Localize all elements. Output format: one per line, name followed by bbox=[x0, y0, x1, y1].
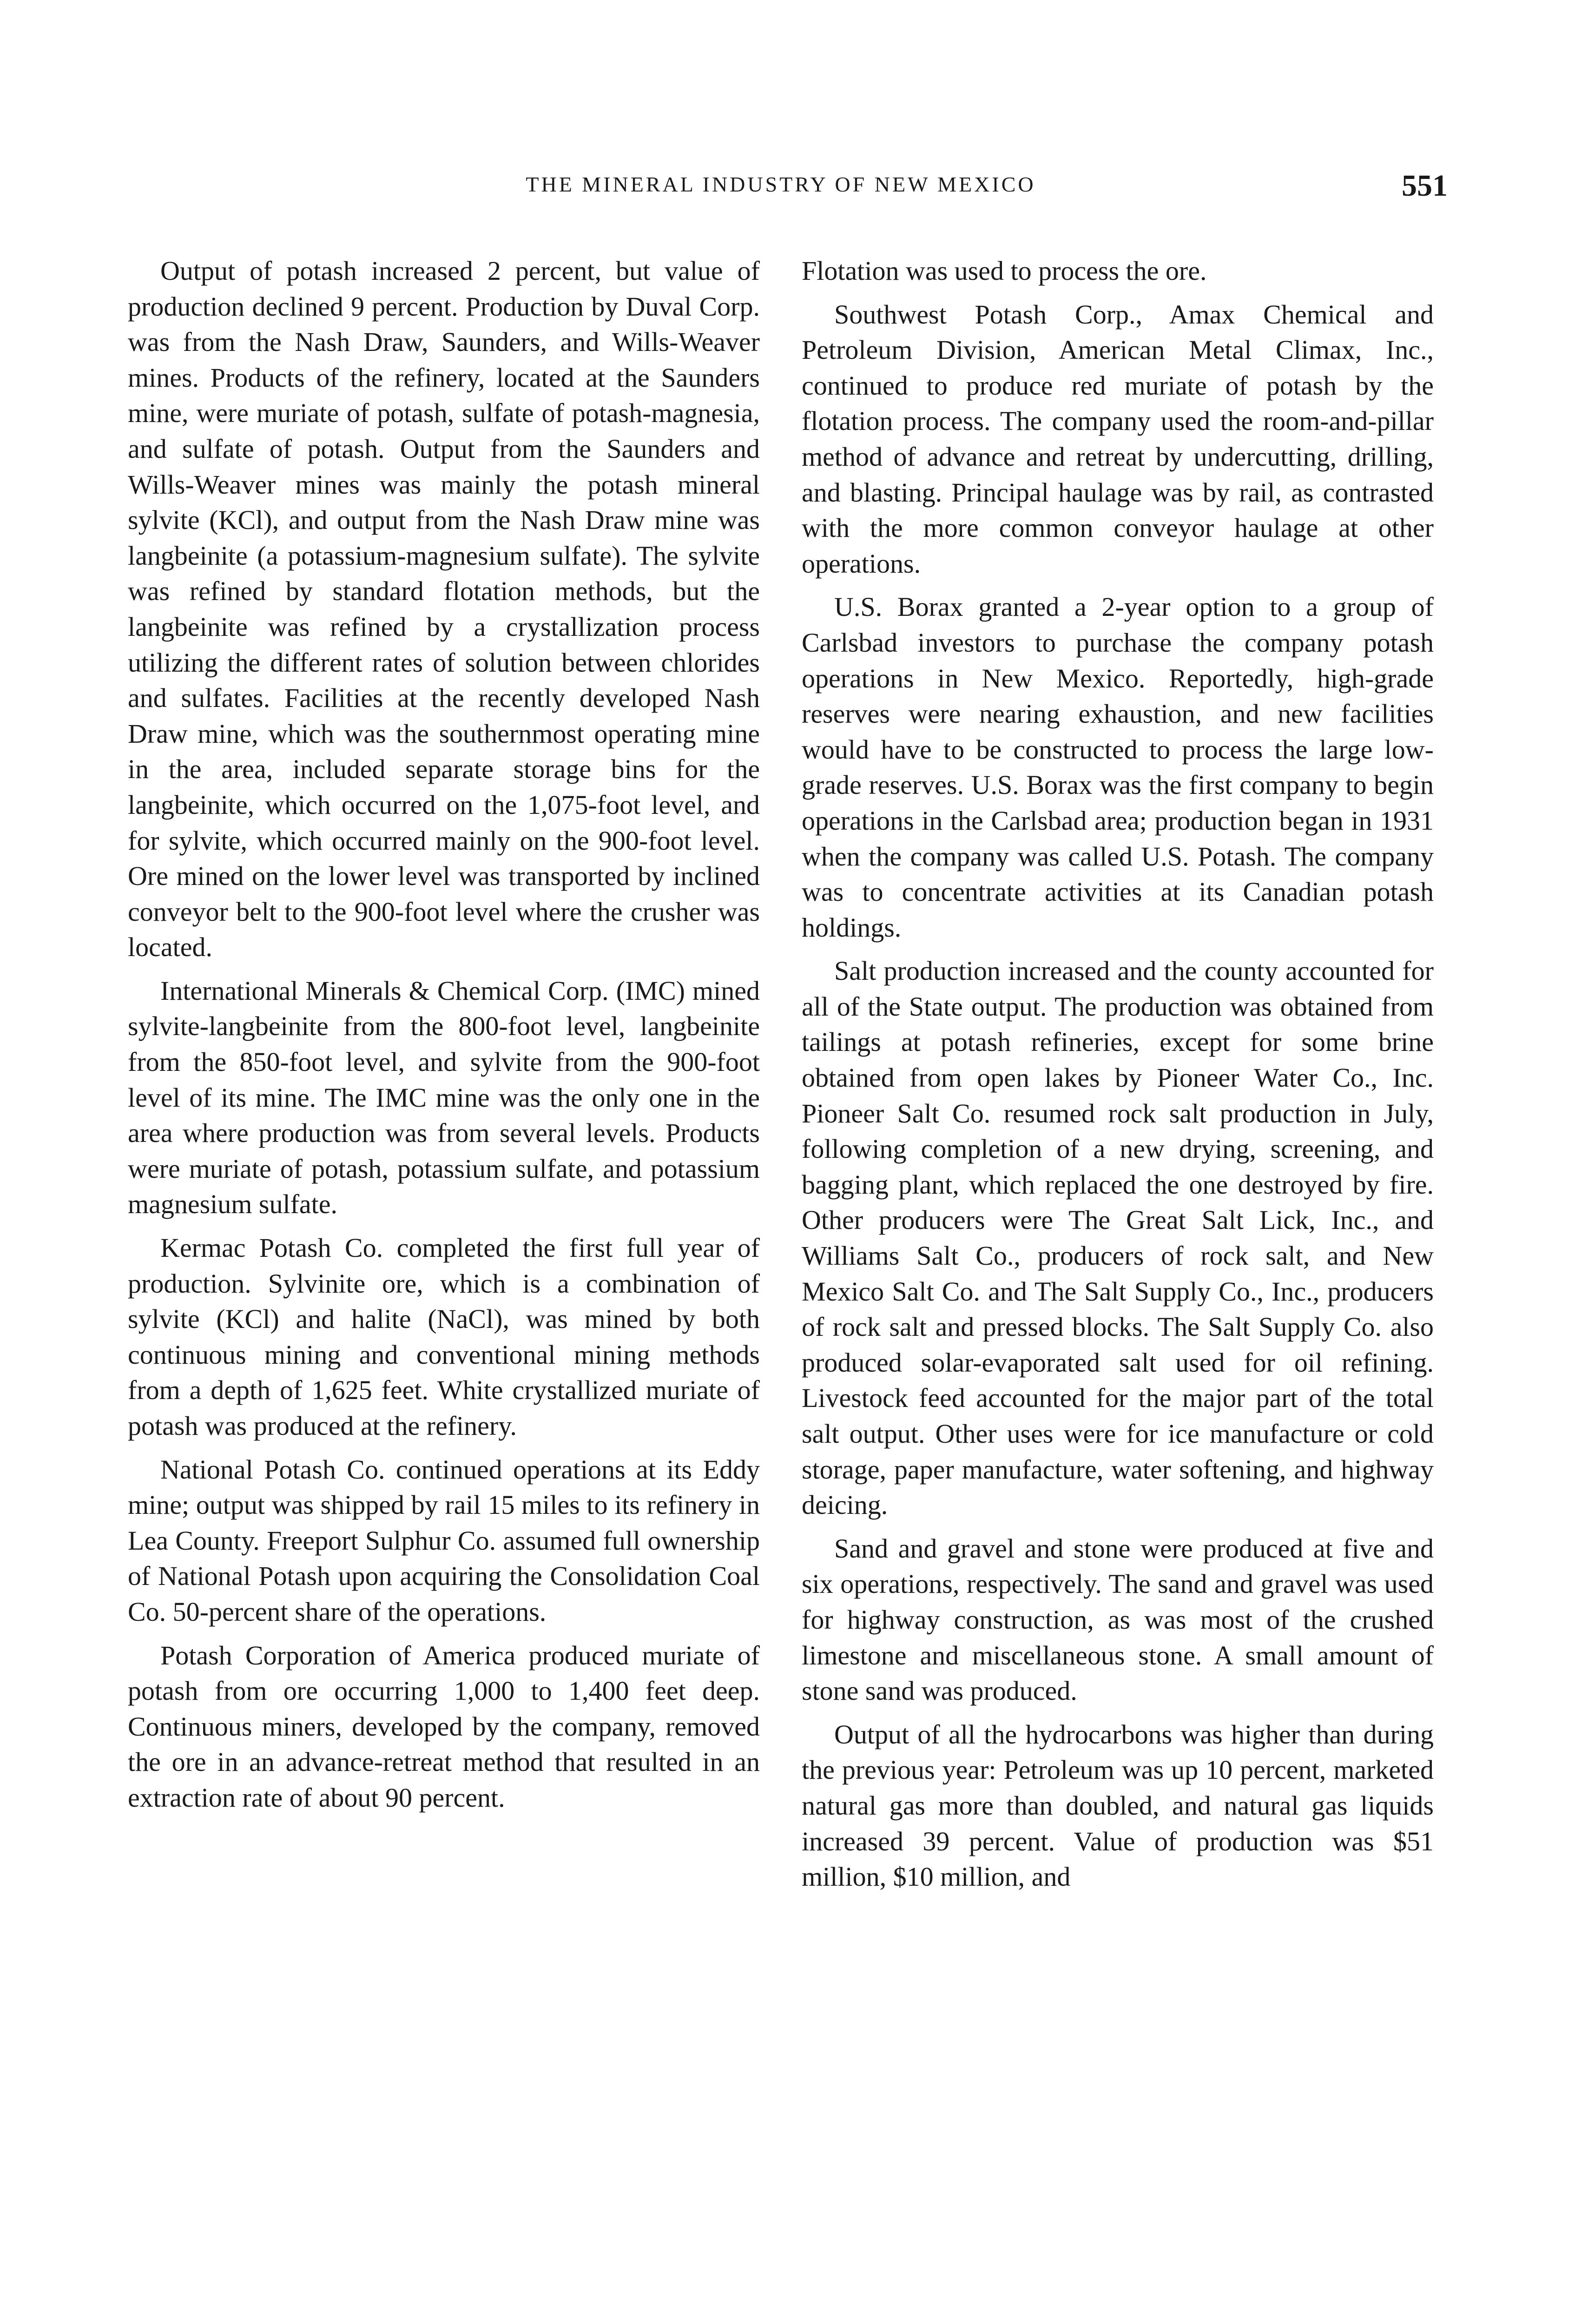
paragraph-hydrocarbons: Output of all the hydrocarbons was higher than during the previous year: Petroleum was up 10 percent, marketed natural gas more than doubled, and natural gas liquids increased 39 percent. Value of production was $51 million, $10 million, and bbox=[802, 1719, 1434, 1892]
running-head: THE MINERAL INDUSTRY OF NEW MEXICO bbox=[526, 172, 1036, 196]
page-number: 551 bbox=[1402, 169, 1448, 203]
paragraph-potash-output: Output of potash increased 2 percent, but value of production declined 9 percent. Production by Duval Corp. was from the Nash Draw, Saunders, and Wills-Weaver mines. Products of the refinery, located at the Saunders mine, were muriate of potash, sulfate of potash-magnesia, and sulfate of potash. Output from the Saunders and Wills-Weaver mines was mainly the potash mineral sylvite (KCl), and output from the Nash Draw mine was langbeinite (a potassium-magnesium sulfate). The sylvite was refined by standard flotation methods, but the langbeinite was refined by a crystallization process utilizing the different rates of solution between chlorides and sulfates. Facilities at the recently developed Nash Draw mine, which was the southernmost operating mine in the area, included separate storage bins for the langbeinite, which occurred on the 1,075-foot level, and for sylvite, which occurred mainly on the 900-foot level. Ore mined on the lower level was transported by inclined conveyor belt to the 900-foot level where the crusher was located. bbox=[128, 256, 760, 963]
paragraph-national-potash: National Potash Co. continued operations at its Eddy mine; output was shipped by rail 15 miles to its refinery in Lea County. Freeport Sulphur Co. assumed full ownership of National Potash upon acquiring the Consolidation Coal Co. 50-percent share of the operations. bbox=[128, 1454, 760, 1627]
paragraph-southwest-potash: Southwest Potash Corp., Amax Chemical and Petroleum Division, American Metal Climax, Inc., continued to produce red muriate of potash by the flotation process. The company used the room-and-pillar method of advance and retreat by undercutting, drilling, and blasting. Principal haulage was by rail, as contrasted with the more common conveyor haulage at other operations. bbox=[802, 299, 1434, 579]
paragraph-imc: International Minerals & Chemical Corp. (IMC) mined sylvite-langbeinite from the 800-foot level, langbeinite from the 850-foot level, and sylvite from the 900-foot level of its mine. The IMC mine was the only one in the area where production was from several levels. Products were muriate of potash, potassium sulfate, and potassium magnesium sulfate. bbox=[128, 975, 760, 1220]
paragraph-kermac: Kermac Potash Co. completed the first full year of production. Sylvinite ore, which is a combination of sylvite (KCl) and halite (NaCl), was mined by both continuous mining and conventional mining methods from a depth of 1,625 feet. White crystallized muriate of potash was produced at the refinery. bbox=[128, 1233, 760, 1441]
paragraph-us-borax: U.S. Borax granted a 2-year option to a group of Carlsbad investors to purchase the company potash operations in New Mexico. Reportedly, high-grade reserves were nearing exhaustion, and new facilities would have to be constructed to process the large low-grade reserves. U.S. Borax was the first company to begin operations in the Carlsbad area; production began in 1931 when the company was called U.S. Potash. The company was to concentrate activities at its Canadian potash holdings. bbox=[802, 592, 1434, 943]
paragraph-sand-gravel-stone: Sand and gravel and stone were produced at five and six operations, respectively. The sand and gravel was used for highway construction, as was most of the crushed limestone and miscellaneous stone. A small amount of stone sand was produced. bbox=[802, 1533, 1434, 1706]
left-column bbox=[128, 253, 760, 1824]
paragraph-potash-corp-america: Potash Corporation of America produced muriate of potash from ore occurring 1,000 to 1,400 feet deep. Continuous miners, developed by the company, removed the ore in an advance-retreat method that resulted in an extraction rate of about 90 percent. bbox=[128, 1640, 760, 1813]
paragraph-salt: Salt production increased and the county accounted for all of the State output. The production was obtained from tailings at potash refineries, except for some brine obtained from open lakes by Pioneer Water Co., Inc. Pioneer Salt Co. resumed rock salt production in July, following completion of a new drying, screening, and bagging plant, which replaced the one destroyed by fire. Other producers were The Great Salt Lick, Inc., and Williams Salt Co., producers of rock salt, and New Mexico Salt Co. and The Salt Supply Co., Inc., producers of rock salt and pressed blocks. The Salt Supply Co. also produced solar-evaporated salt used for oil refining. Livestock feed accounted for the major part of the total salt output. Other uses were for ice manufacture or cold storage, paper manufacture, water softening, and highway deicing. bbox=[802, 956, 1434, 1520]
right-column bbox=[802, 253, 1434, 1903]
paragraph-continued: Flotation was used to process the ore. bbox=[802, 256, 1207, 286]
